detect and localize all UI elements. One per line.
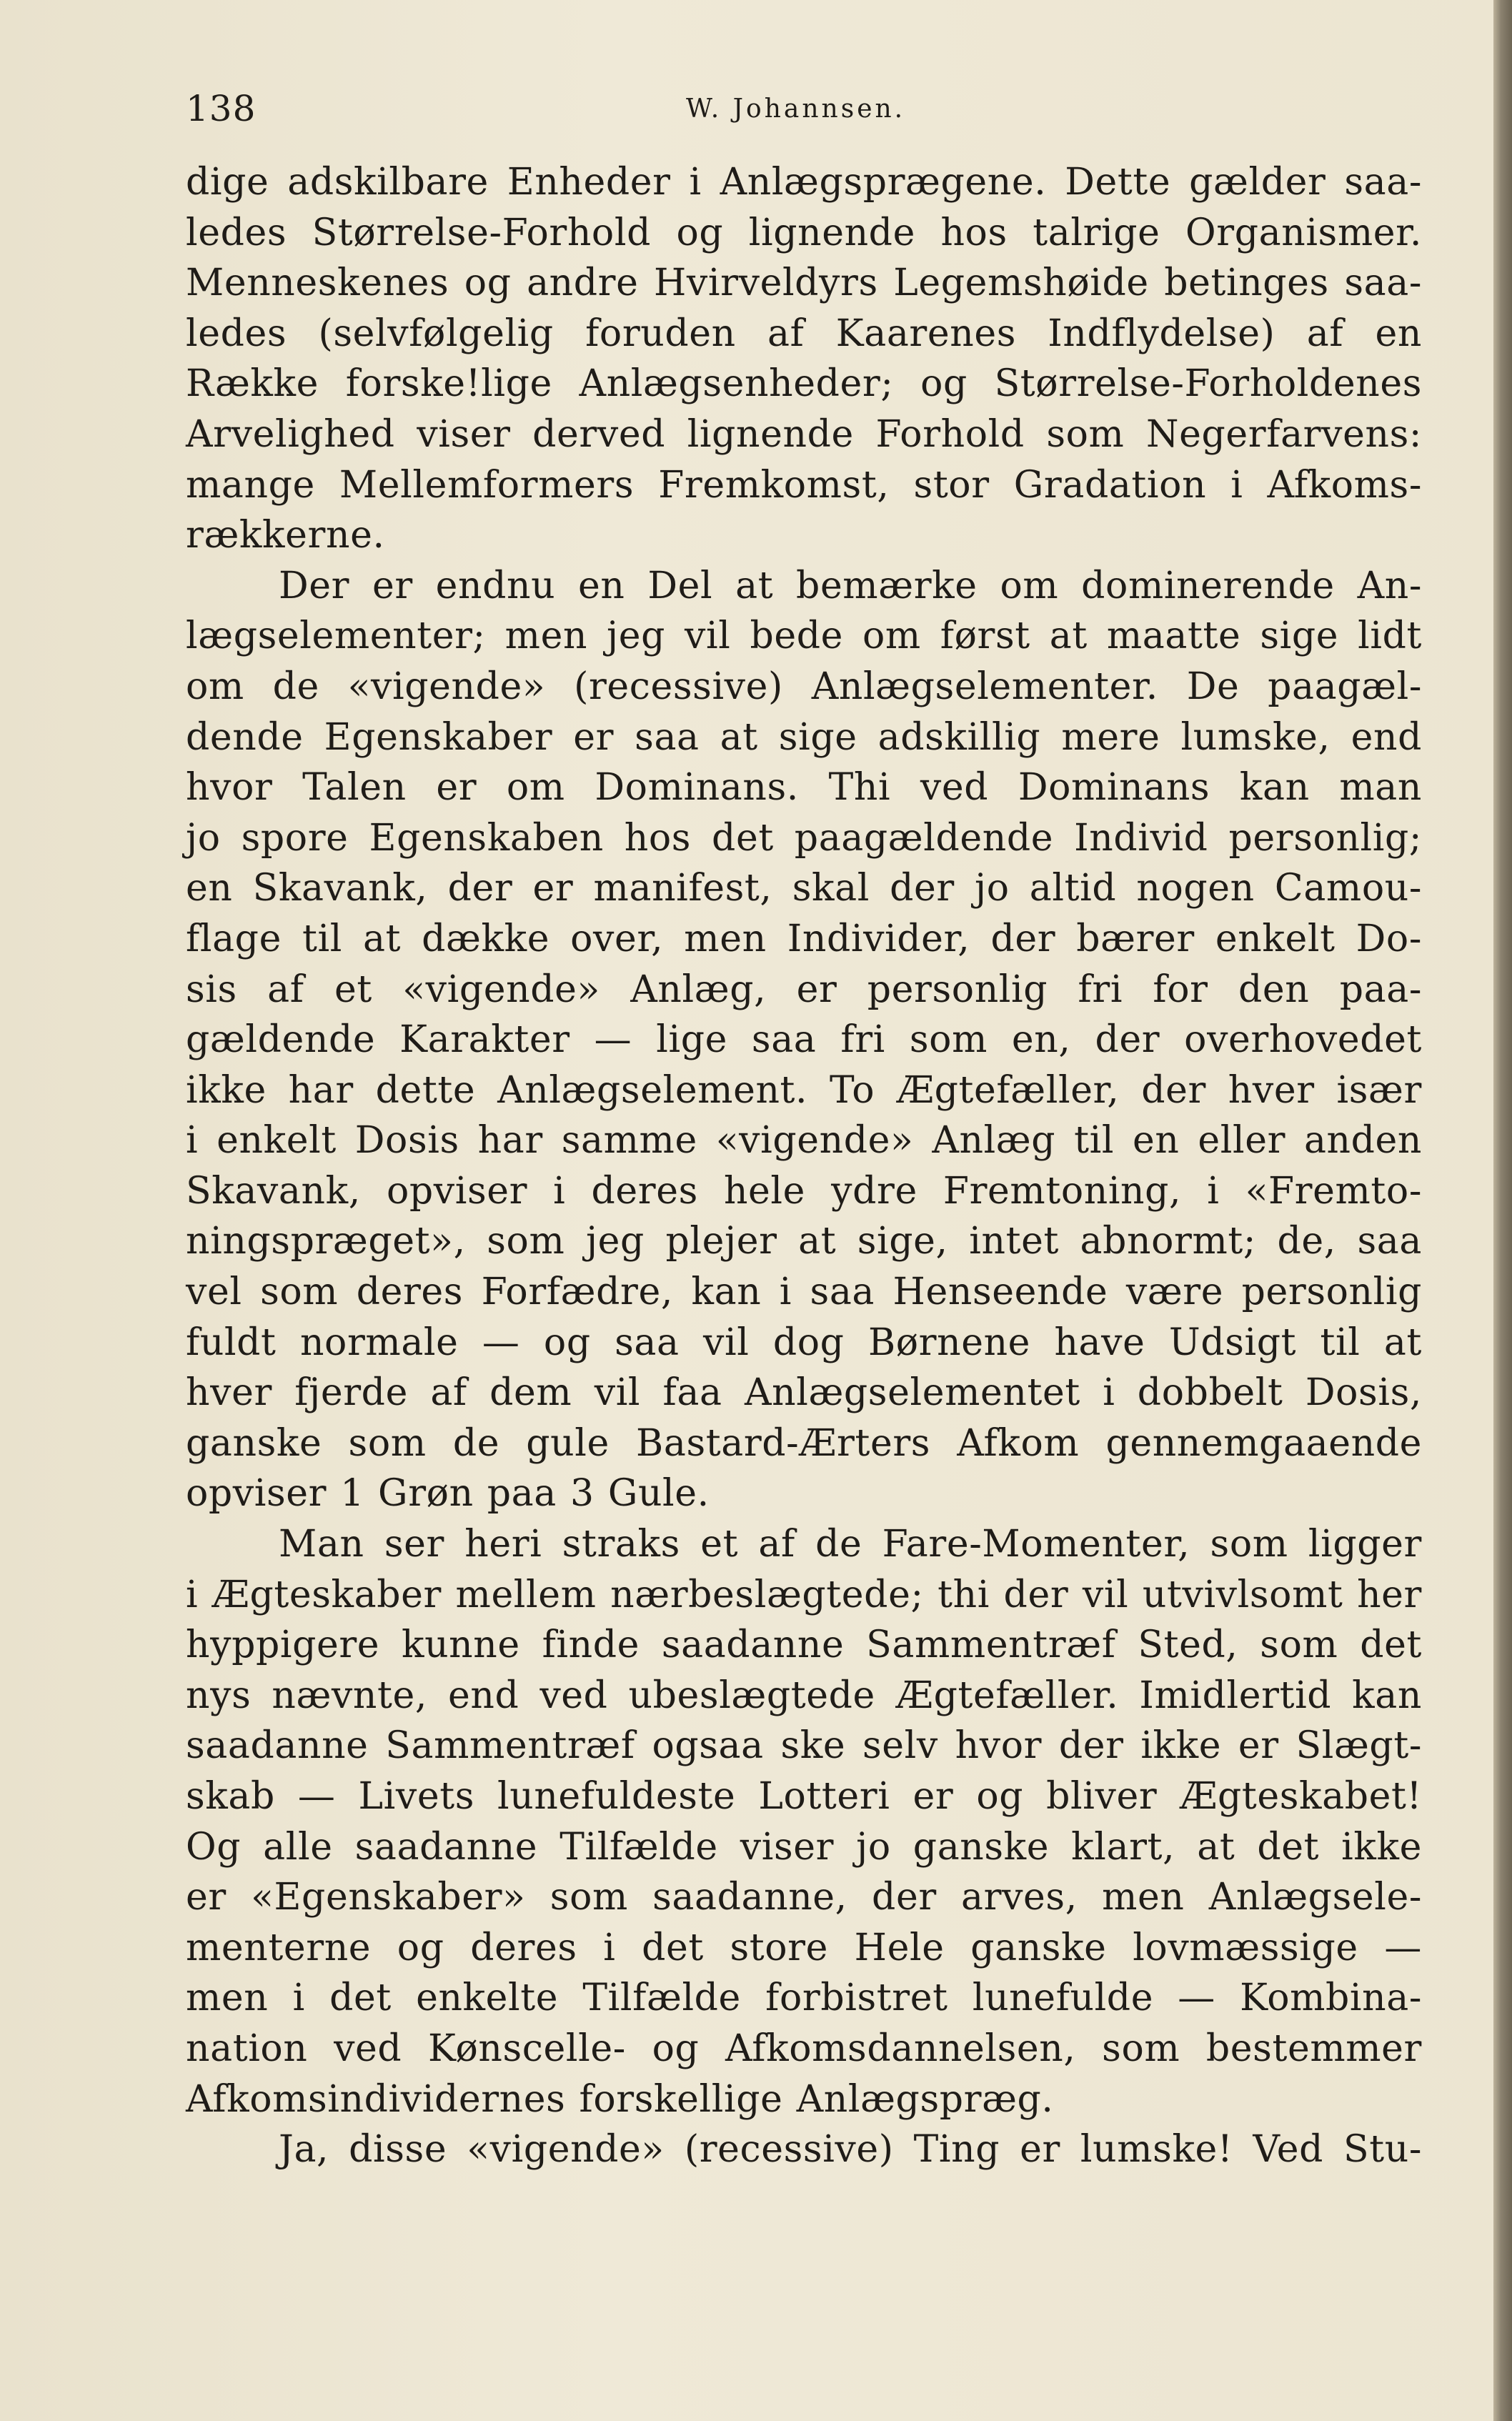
text-line: en Skavank, der er manifest, skal der jo altid nogen Camou- — [186, 867, 1422, 910]
text-line: lægselementer; men jeg vil bede om først at maatte sige lidt — [186, 615, 1422, 658]
text-line: Menneskenes og andre Hvirveldyrs Legemshøide betinges saa- — [186, 262, 1422, 305]
page-header — [186, 80, 1429, 144]
text-line: gældende Karakter — lige saa fri som en, der overhovedet — [186, 1018, 1422, 1062]
running-head: W. Johannsen. — [686, 94, 906, 124]
text-line: men i det enkelte Tilfælde forbistret lunefulde — Kombina- — [186, 1977, 1422, 2020]
paragraph-start-line: Ja, disse «vigende» (recessive) Ting er lumske! Ved Stu- — [279, 2128, 1422, 2172]
text-line: Skavank, opviser i deres hele ydre Fremtoning, i «Fremto- — [186, 1169, 1422, 1213]
text-line: ledes Størrelse-Forhold og lignende hos talrige Organismer. — [186, 211, 1422, 254]
text-line: sis af et «vigende» Anlæg, er personlig fri for den paa- — [186, 968, 1422, 1011]
text-line: hver fjerde af dem vil faa Anlægselementet i dobbelt Dosis, — [186, 1371, 1422, 1415]
page-edge — [1493, 0, 1512, 2421]
text-line: i Ægteskaber mellem nærbeslægtede; thi der vil utvivlsomt her — [186, 1573, 1422, 1616]
text-line: hyppigere kunne finde saadanne Sammentræf Sted, som det — [186, 1624, 1422, 1667]
text-line: ningspræget», som jeg plejer at sige, intet abnormt; de, saa — [186, 1220, 1422, 1263]
text-line: hvor Talen er om Dominans. Thi ved Dominans kan man — [186, 766, 1422, 810]
text-line: fuldt normale — og saa vil dog Børnene have Udsigt til at — [186, 1321, 1422, 1364]
page-number: 138 — [186, 88, 257, 129]
text-line: Arvelighed viser derved lignende Forhold som Negerfarvens: — [186, 412, 1422, 456]
text-line: Og alle saadanne Tilfælde viser jo ganske klart, at det ikke — [186, 1825, 1422, 1869]
text-line: om de «vigende» (recessive) Anlægselementer. De paagæl- — [186, 665, 1422, 708]
text-line: vel som deres Forfædre, kan i saa Henseende være personlig — [186, 1271, 1422, 1314]
text-line: Afkomsindividernes forskellige Anlægspræg. — [186, 2077, 1054, 2121]
text-line: saadanne Sammentræf ogsaa ske selv hvor der ikke er Slægt- — [186, 1724, 1422, 1768]
paragraph-start-line: Man ser heri straks et af de Fare-Momenter, som ligger — [279, 1523, 1422, 1566]
text-line: nys nævnte, end ved ubeslægtede Ægtefæller. Imidlertid kan — [186, 1674, 1422, 1717]
text-line: Række forske!lige Anlægsenheder; og Størrelse-Forholdenes — [186, 362, 1422, 406]
text-line: rækkerne. — [186, 514, 385, 557]
text-line: ganske som de gule Bastard-Ærters Afkom gennemgaaende — [186, 1421, 1422, 1465]
text-line: mange Mellemformers Fremkomst, stor Gradation i Afkoms- — [186, 463, 1422, 507]
body-text — [186, 157, 1422, 2175]
text-line: dende Egenskaber er saa at sige adskillig mere lumske, end — [186, 715, 1422, 759]
text-line: flage til at dække over, men Individer, der bærer enkelt Do- — [186, 917, 1422, 960]
text-line: ikke har dette Anlægselement. To Ægtefæller, der hver især — [186, 1068, 1422, 1112]
text-line: i enkelt Dosis har samme «vigende» Anlæg til en eller anden — [186, 1119, 1422, 1163]
text-line: ledes (selvfølgelig foruden af Kaarenes Indflydelse) af en — [186, 312, 1422, 355]
text-line: menterne og deres i det store Hele ganske lovmæssige — — [186, 1926, 1422, 1969]
text-line: nation ved Kønscelle- og Afkomsdannelsen, som bestemmer — [186, 2027, 1422, 2070]
text-line: er «Egenskaber» som saadanne, der arves, men Anlægsele- — [186, 1876, 1422, 1919]
paragraph-start-line: Der er endnu en Del at bemærke om dominerende An- — [279, 564, 1422, 607]
text-line: jo spore Egenskaben hos det paagældende Individ personlig; — [186, 816, 1422, 860]
text-line: dige adskilbare Enheder i Anlægsprægene. Dette gælder saa- — [186, 161, 1422, 204]
text-line: opviser 1 Grøn paa 3 Gule. — [186, 1472, 710, 1516]
text-line: skab — Livets lunefuldeste Lotteri er og bliver Ægteskabet! — [186, 1775, 1422, 1818]
